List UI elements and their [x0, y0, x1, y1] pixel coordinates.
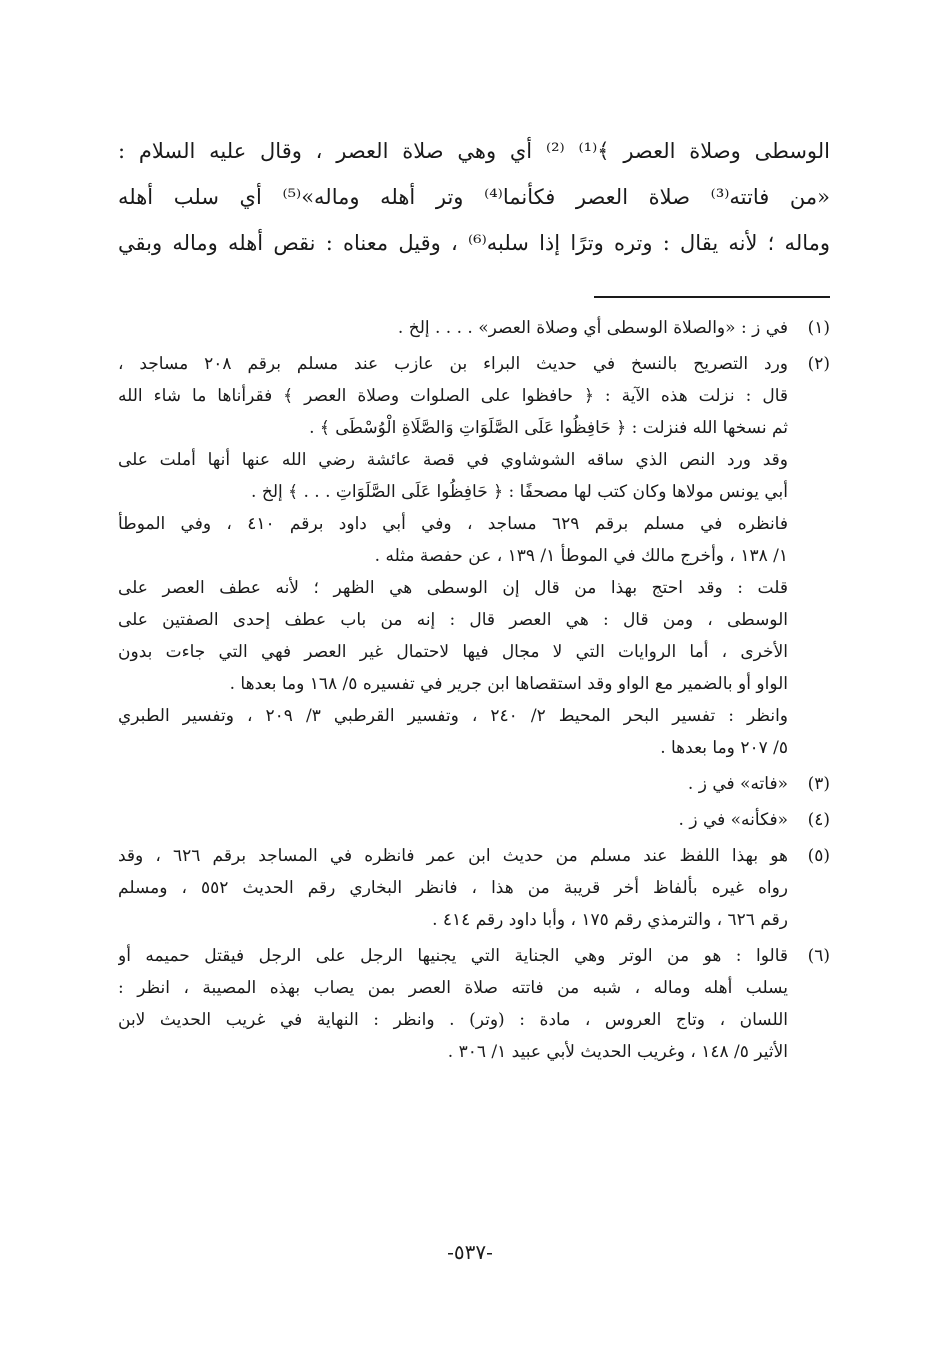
- footnote-line: الواو أو بالضمير مع الواو وقد استقصاها ابن جرير في تفسيره ٥/ ١٦٨ وما بعدها .: [229, 674, 788, 694]
- footnote-number: (٣): [807, 774, 830, 794]
- footnote-line: رواه غيره بألفاظ أخر قريبة من هذا ، فانظر البخاري رقم الحديث ٥٥٢ ، ومسلم: [118, 878, 788, 898]
- footnote-line: قالوا : هو من الوتر وهي الجناية التي يجنيها الرجل على الرجل فيقتل حميمه أو: [118, 946, 788, 966]
- footnote-line: الوسطى ، ومن قال : هي العصر قال : إنه من باب عطف إحدى الصفتين على: [118, 610, 788, 630]
- footnote-line: رقم ٦٢٦ ، والترمذي رقم ١٧٥ ، وأبا داود رقم ٤١٤ .: [432, 910, 788, 930]
- footnote: [118, 840, 830, 936]
- footnote-number: (١): [807, 318, 830, 338]
- footnote-line: في ز : «والصلاة الوسطى أي وصلاة العصر» . . . . إلخ .: [397, 318, 788, 338]
- footnote-line: «فكأنه» في ز .: [678, 810, 788, 830]
- footnote-body: [118, 348, 788, 764]
- footnote-line: قلت : وقد احتج بهذا من قال إن الوسطى هي الظهر ؛ لأنه عطف العصر على: [118, 578, 788, 598]
- main-text-line: الوسطى وصلاة العصر ﴾⁽¹⁾ ⁽²⁾ أي وهي صلاة العصر ، وقال عليه السلام :: [118, 139, 830, 163]
- footnote-body: [118, 804, 788, 836]
- footnote-divider: [594, 296, 830, 298]
- footnote-line: ١/ ١٣٨ ، وأخرج مالك في الموطأ ١/ ١٣٩ ، عن حفصة مثله .: [374, 546, 788, 566]
- footnote-number: (٥): [807, 846, 830, 866]
- footnote-body: [118, 840, 788, 936]
- footnote-line: أبي يونس مولاها وكان كتب لها مصحفًا : ﴿ حَافِظُوا عَلَى الصَّلَوَاتِ . . . ﴾ إلخ .: [251, 482, 788, 502]
- footnote-line: قال : نزلت هذه الآية : ﴿ حافظوا على الصلوات وصلاة العصر ﴾ فقرأناها ما شاء الله: [118, 386, 788, 406]
- footnote-line: ٥/ ٢٠٧ وما بعدها .: [660, 738, 788, 758]
- footnote-line: يسلب أهله وماله ، شبه من فاتته صلاة العصر بمن يصاب بهذه المصيبة ، انظر :: [118, 978, 788, 998]
- footnote-line: وقد ورد النص الذي ساقه الشوشاوي في قصة عائشة رضي الله عنها أنها أملت على: [118, 450, 788, 470]
- footnote-line: ورد التصريح بالنسخ في حديث البراء بن عازب عند مسلم برقم ٢٠٨ مساجد ،: [118, 354, 788, 374]
- footnote-line: وانظر : تفسير البحر المحيط ٢/ ٢٤٠ ، وتفسير القرطبي ٣/ ٢٠٩ ، وتفسير الطبري: [118, 706, 788, 726]
- main-text-line: «من فاتته⁽³⁾ صلاة العصر فكأنما⁽⁴⁾ وتر أهله وماله»⁽⁵⁾ أي سلب أهله: [118, 185, 830, 209]
- footnote-line: الأخرى ، أما الروايات التي لا مجال فيها لاحتمال غير العصر فهي التي جاءت بدون: [118, 642, 788, 662]
- footnote: [118, 312, 830, 344]
- footnote: [118, 804, 830, 836]
- page-number: -٥٣٧-: [447, 1240, 493, 1264]
- footnotes: [118, 312, 830, 1072]
- footnote-line: الأثير ٥/ ١٤٨ ، وغريب الحديث لأبي عبيد ١/ ٣٠٦ .: [447, 1042, 788, 1062]
- footnote: [118, 940, 830, 1068]
- footnote-number: (٦): [807, 946, 830, 966]
- footnote-body: [118, 768, 788, 800]
- footnote-number: (٢): [807, 354, 830, 374]
- footnote-body: [118, 312, 788, 344]
- footnote-line: هو بهذا اللفظ عند مسلم من حديث ابن عمر فانظره في المساجد برقم ٦٢٦ ، وقد: [118, 846, 788, 866]
- main-text-line: وماله ؛ لأنه يقال : وتره وترًا إذا سلبه⁽⁶⁾ ، وقيل معناه : نقص أهله وماله وبقي: [118, 231, 830, 255]
- footnote-line: ثم نسخها الله فنزلت : ﴿ حَافِظُوا عَلَى الصَّلَوَاتِ وَالصَّلَاةِ الْوُسْطَى ﴾ .: [309, 418, 788, 438]
- footnote-line: فانظره في مسلم برقم ٦٢٩ مساجد ، وفي أبي داود برقم ٤١٠ ، وفي الموطأ: [118, 514, 788, 534]
- footnote: [118, 768, 830, 800]
- footnote: [118, 348, 830, 764]
- footnote-number: (٤): [807, 810, 830, 830]
- footnote-line: «فاته» في ز .: [687, 774, 788, 794]
- main-text: [118, 128, 830, 266]
- footnote-body: [118, 940, 788, 1068]
- footnote-line: اللسان ، وتاج العروس ، مادة : (وتر) . وانظر : النهاية في غريب الحديث لابن: [118, 1010, 788, 1030]
